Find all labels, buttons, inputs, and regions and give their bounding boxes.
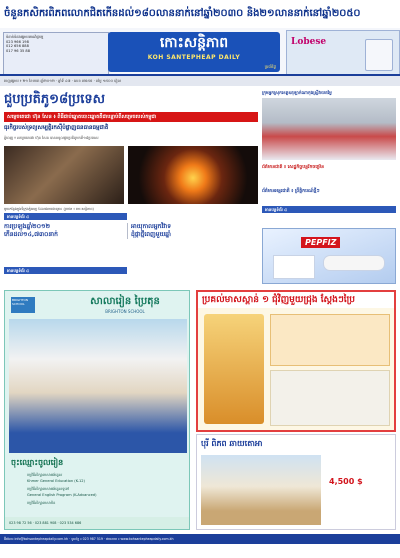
school-phones: 023 98 72 56 · 023 881 908 · 023 534 686 (5, 517, 190, 529)
school-logo: BRIGHTON SCHOOL (11, 297, 35, 313)
event-ad[interactable] (196, 290, 396, 432)
masthead (0, 28, 400, 76)
issue-info-bar: ចេញផ្សាយ ៖ ២១ ខែមករា ឆ្នាំ២០១២ · ឆ្នាំទី ៤៧ · លេខ ៧៥៥៥ · តម្លៃ ១៥០០ រៀល (0, 76, 400, 86)
photo-fire (128, 146, 258, 204)
event-headline: ប្រគល់មាសស្ពាន់ ១ ជុំវិញមួយជ្រុង ស្តែងៗប្រៃ (198, 292, 396, 308)
realestate-headline: បុរី ពិភព ឆាយតោអា (201, 439, 263, 448)
logo-title-kh: កោះសន្តិភាព (159, 35, 229, 51)
story-title[interactable]: ការប្រឡងឆ្នាំ២០១២ (4, 223, 51, 230)
left-ad-line: 012 656 888 (6, 44, 29, 48)
story-bar[interactable]: អានបន្តទំព័រ ៤ (4, 213, 127, 220)
realestate-ad[interactable] (196, 434, 396, 530)
product-image-icon (365, 39, 393, 71)
newspaper-logo[interactable] (108, 32, 280, 72)
lead-dek: ភ្នំពេញ ៖ សម្តេចតេជោ ហ៊ុន សែន បានទទួលជួបប្រតិភូមកពី១៨ប្រទេស (4, 136, 99, 140)
side-column-headline[interactable]: ក្រុមអ្នកស្រុកខេត្តឧតុឡាក់ណាកុងស្រ្តីវាយតម្លៃ (262, 90, 332, 95)
side-item[interactable]: ព័ត៌មានអន្តរជាតិ ៖ ព្រឹត្តិការណ៍ថ្មីៗ (262, 189, 320, 194)
school-program: កម្មវិធីសិក្សាភាសាអង់គ្លេស (27, 473, 63, 477)
top-banner: ចំនួនកសិករពិភពលោកជិតកើនដល់១៨០លាននាក់នៅឆ្នាំ២០៣០ និង២១លាននាក់នៅឆ្នាំ២០៥០ (0, 0, 400, 28)
logo-title-en: KOH SANTEPHEAP DAILY (147, 54, 241, 61)
story-title[interactable]: អាយុកាលអ្នកវិវាទ (131, 223, 172, 230)
photo-car (4, 146, 124, 204)
story-column (127, 223, 258, 239)
side-item-body (262, 172, 396, 188)
school-admission: ចុះឈ្មោះចូលរៀន (11, 458, 64, 467)
lower-left-stories (4, 213, 258, 283)
school-program: General English Program (K-Advanced) (27, 493, 97, 497)
masthead-right-ad[interactable] (286, 30, 400, 76)
building-photo (201, 455, 321, 525)
pepfiz-brand: PEPFIZ (301, 237, 340, 248)
left-ad-line: 023 966 198 (6, 39, 29, 44)
story-subtitle: កើនដល់១៤,៧៣០នាក់ (4, 231, 58, 238)
story-column (4, 223, 127, 239)
left-ad-line: 017 96 35 88 (6, 48, 31, 53)
lead-subhead-red: សម្តេចតេជោ ហ៊ុន សែន ៖ ពិធីជាប់ឆ្នោតបោះឆ្នោតគឺជាបន្ទាប់ពីសម្រេចរបស់កម្ពុជា (4, 112, 258, 122)
right-ad-brand: Lobese (291, 37, 327, 47)
school-photo (9, 319, 187, 453)
masthead-left-ad (3, 32, 109, 76)
lead-headline[interactable]: ជួបប្រតិភូ១៨ប្រទេស (4, 88, 258, 112)
photo-caption: មួយកន្លែងក្នុងទីក្រុងភ្នំពេញ ដែលរងការរងគ្រោះ (រូបថត ៖ កោះសន្តិភាព) (4, 207, 94, 211)
side-item[interactable]: ព័ត៌មានជាតិ ៖ សេដ្ឋកិច្ចបន្តរីកចម្រើន (262, 165, 324, 170)
logo-tagline: ប្រចាំថ្ងៃ (264, 64, 276, 69)
page-footer: អ៊ីម៉េល៖ info@kohsantepheapdaily.com.kh · ទូរស័ព្ទ ៖ 023 987 519 · វេបសាយ ៖ www.kohsantepheapdaily.com.kh (0, 534, 400, 544)
product-tube-icon (323, 255, 385, 271)
side-read-more[interactable]: អានបន្តទំព័រ ៤ (262, 206, 396, 213)
pepfiz-ad[interactable] (262, 228, 396, 284)
product-box-icon (273, 255, 315, 279)
school-title-en: BRIGHTON SCHOOL (105, 309, 145, 314)
school-ad[interactable] (4, 290, 190, 530)
lead-subhead-blue: ធុរកិច្ចរបស់ទ្រព្យសម្បត្តិរកស៊ីបំផ្លាញធនធានធម្មជាតិ (4, 125, 109, 131)
school-program: កម្មវិធីសិក្សាភាសាចិន (27, 501, 56, 505)
event-image-icon (204, 314, 264, 424)
story-bar[interactable]: អានបន្តទំព័រ ៤ (4, 267, 127, 274)
left-ad-line: ទំនាក់ទំនងផ្សាយពាណិជ្ជកម្ម (6, 35, 44, 39)
school-title-kh: សាលារៀន ប្រៃតុន (90, 296, 160, 307)
school-program: កម្មវិធីសិក្សាភាសាអង់គ្លេសទូទៅ (27, 487, 70, 491)
side-column-items (262, 164, 396, 224)
realestate-price: 4,500 $ (329, 477, 363, 486)
event-image-icon (270, 314, 390, 366)
event-image-icon (270, 370, 390, 426)
school-program: Khmer General Education (K-12) (27, 479, 85, 483)
story-subtitle: ដុំផ្កាថ្មីពេញមួយឆ្នាំ (131, 231, 172, 238)
photo-crowd (262, 98, 396, 160)
